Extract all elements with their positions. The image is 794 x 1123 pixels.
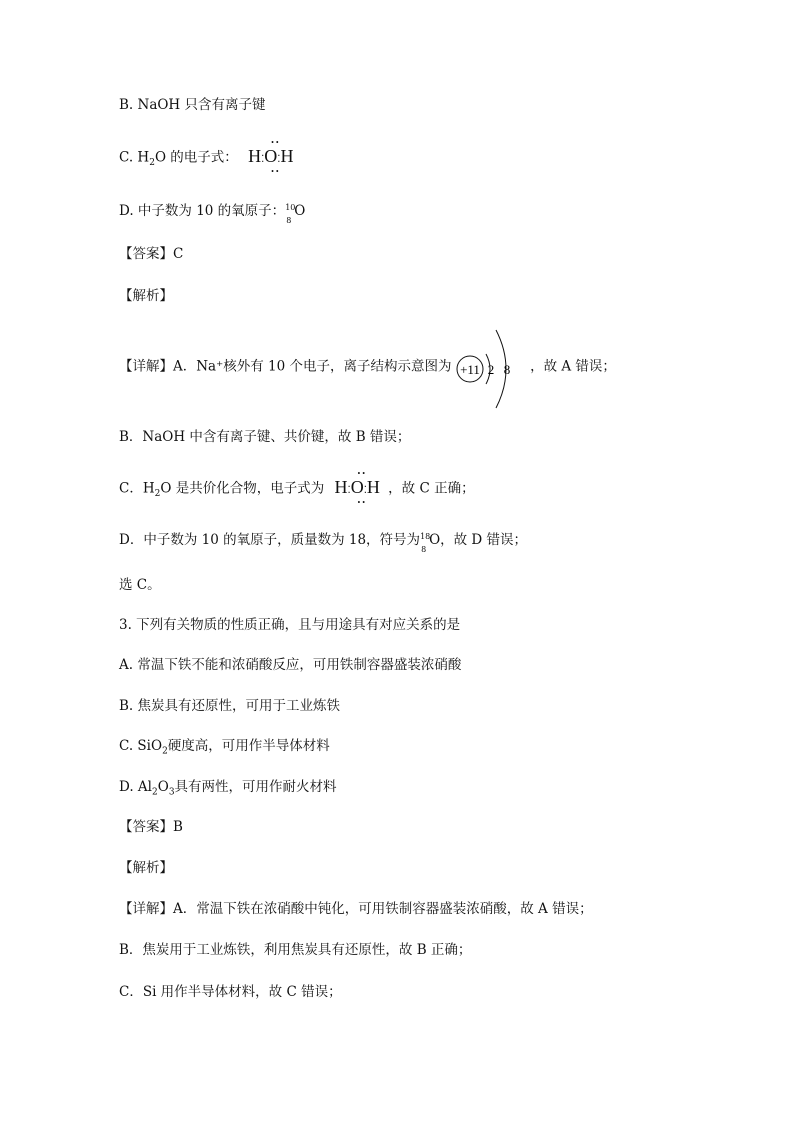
q2-option-c-sub: 2 — [149, 158, 155, 169]
q3-answer — [119, 817, 183, 837]
q3-option-c-sub: 2 — [162, 746, 168, 757]
answer-value: B — [173, 819, 183, 835]
detail-a-text: A．Na⁺核外有 10 个电子，离子结构示意图为 — [173, 358, 452, 375]
detail-c-tail: ，故 C 正确； — [388, 480, 475, 497]
lewis-o: O — [264, 146, 278, 166]
q3-detail-c: C．Si 用作半导体材料，故 C 错误； — [119, 984, 342, 1000]
q2-option-c-prefix: C. H — [119, 149, 150, 166]
q2-option-d-prefix: D. 中子数为 10 的氧原子： — [119, 203, 286, 219]
q2-analysis-label: 【解析】 — [119, 288, 173, 304]
lewis-dots-top: •• — [271, 138, 281, 147]
isotope-notation-2 — [420, 531, 431, 554]
q3-option-d-mid: O — [157, 779, 169, 795]
answer-value: C — [173, 246, 184, 262]
answer-label: 【答案】 — [119, 246, 173, 262]
lewis-o: O — [350, 477, 364, 497]
lewis-dots-bottom: •• — [271, 167, 281, 176]
q3-option-d — [119, 777, 337, 803]
q3-option-c-prefix: C. SiO — [119, 738, 163, 754]
atomic-number: 8 — [421, 544, 427, 554]
isotope-notation — [285, 202, 296, 225]
shell-2-electrons: 8 — [503, 362, 511, 377]
answer-label: 【答案】 — [119, 819, 173, 835]
q2-choose: 选 C。 — [119, 577, 161, 593]
detail-a-text: A．常温下铁在浓硝酸中钝化，可用铁制容器盛装浓硝酸，故 A 错误； — [173, 901, 593, 917]
q2-detail-b: B．NaOH 中含有离子键、共价键，故 B 错误； — [119, 429, 411, 445]
lewis-h-left: H — [248, 146, 262, 166]
lewis-structure-water: H⁚O⁚H •• •• — [248, 138, 294, 176]
detail-c-mid: O 是共价化合物，电子式为 — [160, 480, 325, 497]
q2-option-c-suffix: O 的电子式： — [154, 149, 238, 166]
detail-c-sub: 2 — [154, 489, 161, 500]
q2-detail-a — [119, 356, 616, 378]
lewis-dots-bottom: •• — [357, 498, 368, 507]
q2-detail-d — [119, 530, 528, 554]
q2-detail-c — [119, 469, 475, 507]
q3-option-a: A. 常温下铁不能和浓硝酸反应，可用铁制容器盛装浓硝酸 — [119, 657, 462, 673]
lewis-h-left: H — [334, 477, 348, 497]
q3-option-d-sub2: 3 — [168, 787, 175, 798]
q3-option-d-suffix: 具有两性，可用作耐火材料 — [174, 779, 337, 795]
detail-c-prefix: C．H — [119, 480, 155, 497]
q2-option-b: B. NaOH 只含有离子键 — [119, 97, 266, 113]
q3-stem: 3. 下列有关物质的性质正确，且与用途具有对应关系的是 — [119, 617, 461, 633]
q3-option-d-prefix: D. Al — [119, 779, 152, 795]
detail-label: 【详解】 — [119, 358, 173, 375]
q3-analysis-label: 【解析】 — [119, 860, 173, 876]
q2-option-d — [119, 201, 306, 225]
detail-label: 【详解】 — [119, 901, 173, 917]
detail-a-tail: ，故 A 错误； — [530, 358, 616, 375]
nucleus-charge: +11 — [459, 362, 480, 377]
lewis-h-right: H — [280, 146, 294, 166]
q3-option-d-sub1: 2 — [152, 787, 158, 798]
lewis-structure-water-2: H⁚O⁚H •• •• — [334, 469, 380, 507]
q3-detail-a — [119, 899, 593, 919]
lewis-h-right: H — [366, 477, 380, 497]
mass-number: 10 — [285, 202, 296, 212]
atomic-number: 8 — [286, 215, 292, 225]
q3-option-b: B. 焦炭具有还原性，可用于工业炼铁 — [119, 698, 341, 714]
q2-option-c — [119, 138, 297, 176]
q3-detail-b: B．焦炭用于工业炼铁，利用焦炭具有还原性，故 B 正确； — [119, 942, 472, 958]
q2-answer — [119, 244, 183, 264]
sodium-ion-structure-diagram — [456, 356, 526, 378]
mass-number: 18 — [420, 531, 431, 541]
q3-option-c — [119, 736, 330, 762]
q3-option-c-suffix: 硬度高，可用作半导体材料 — [167, 738, 330, 754]
detail-d-prefix: D．中子数为 10 的氧原子，质量数为 18，符号为 — [119, 532, 421, 548]
detail-d-tail: O，故 D 错误； — [429, 532, 528, 548]
lewis-dots-top: •• — [357, 469, 368, 478]
shell-1-electrons: 2 — [487, 362, 495, 377]
oxygen-symbol: O — [294, 203, 306, 219]
